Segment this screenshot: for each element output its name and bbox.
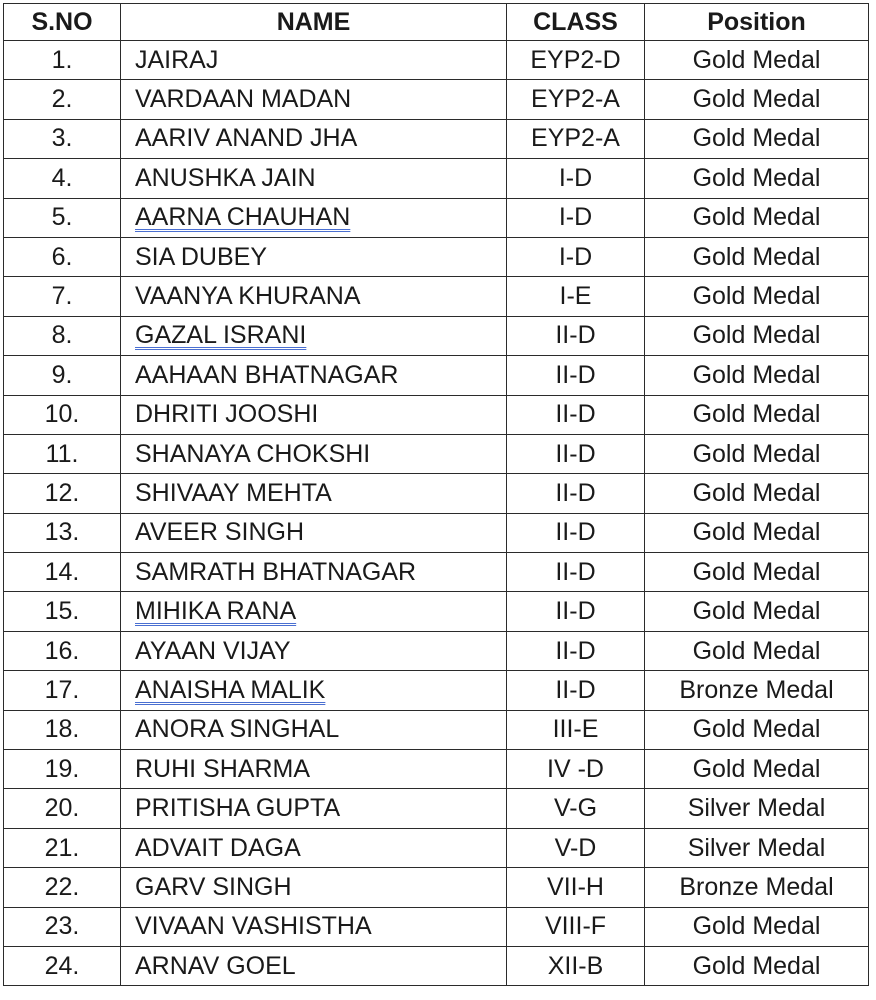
row-name-cell: AYAAN VIJAY: [121, 631, 507, 670]
row-position-cell: Gold Medal: [645, 474, 869, 513]
table-row: [4, 395, 869, 434]
table-row: [4, 710, 869, 749]
table-row: [4, 119, 869, 158]
table-row: [4, 159, 869, 198]
row-class-cell: V-D: [507, 828, 645, 867]
header-sno: S.NO: [4, 4, 121, 41]
row-sno-cell: 2.: [4, 80, 121, 119]
row-class-cell: II-D: [507, 316, 645, 355]
row-name-cell: RUHI SHARMA: [121, 750, 507, 789]
row-sno-cell: 14.: [4, 553, 121, 592]
row-sno-cell: 19.: [4, 750, 121, 789]
row-sno-cell: 10.: [4, 395, 121, 434]
row-position-cell: Gold Medal: [645, 434, 869, 473]
row-name-cell: AAHAAN BHATNAGAR: [121, 356, 507, 395]
row-sno-cell: 23.: [4, 907, 121, 946]
row-position-cell: Silver Medal: [645, 828, 869, 867]
row-sno-cell: 5.: [4, 198, 121, 237]
row-name-cell: AVEER SINGH: [121, 513, 507, 552]
row-name-cell: DHRITI JOOSHI: [121, 395, 507, 434]
table-row: [4, 789, 869, 828]
row-position-cell: Gold Medal: [645, 631, 869, 670]
row-position-cell: Gold Medal: [645, 198, 869, 237]
row-name-cell: [121, 671, 507, 710]
row-name-cell: [121, 316, 507, 355]
row-position-cell: Gold Medal: [645, 41, 869, 80]
results-table: [3, 3, 869, 986]
table-row: [4, 41, 869, 80]
row-class-cell: VII-H: [507, 868, 645, 907]
row-class-cell: I-E: [507, 277, 645, 316]
row-name-cell: JAIRAJ: [121, 41, 507, 80]
row-class-cell: V-G: [507, 789, 645, 828]
row-class-cell: III-E: [507, 710, 645, 749]
underlined-name-text: AARNA CHAUHAN: [135, 203, 351, 232]
table-row: [4, 828, 869, 867]
row-name-cell: SIA DUBEY: [121, 237, 507, 276]
table-row: [4, 553, 869, 592]
row-class-cell: II-D: [507, 631, 645, 670]
row-sno-cell: 11.: [4, 434, 121, 473]
header-class: CLASS: [507, 4, 645, 41]
row-name-cell: SHIVAAY MEHTA: [121, 474, 507, 513]
header-name: NAME: [121, 4, 507, 41]
results-table-container: [3, 3, 869, 986]
row-sno-cell: 18.: [4, 710, 121, 749]
table-row: [4, 907, 869, 946]
row-position-cell: Gold Medal: [645, 395, 869, 434]
table-row: [4, 513, 869, 552]
row-sno-cell: 22.: [4, 868, 121, 907]
row-class-cell: II-D: [507, 553, 645, 592]
row-name-cell: [121, 592, 507, 631]
row-name-cell: SAMRATH BHATNAGAR: [121, 553, 507, 592]
row-position-cell: Gold Medal: [645, 946, 869, 985]
row-name-cell: VARDAAN MADAN: [121, 80, 507, 119]
row-class-cell: II-D: [507, 671, 645, 710]
row-sno-cell: 7.: [4, 277, 121, 316]
row-position-cell: Gold Medal: [645, 356, 869, 395]
underlined-name-text: MIHIKA RANA: [135, 597, 297, 626]
row-class-cell: II-D: [507, 434, 645, 473]
table-body: [4, 41, 869, 986]
row-name-cell: ARNAV GOEL: [121, 946, 507, 985]
row-class-cell: IV -D: [507, 750, 645, 789]
table-row: [4, 631, 869, 670]
row-position-cell: Gold Medal: [645, 316, 869, 355]
row-position-cell: Gold Medal: [645, 119, 869, 158]
row-name-cell: ANUSHKA JAIN: [121, 159, 507, 198]
row-class-cell: II-D: [507, 474, 645, 513]
table-row: [4, 868, 869, 907]
row-sno-cell: 9.: [4, 356, 121, 395]
table-row: [4, 356, 869, 395]
row-name-cell: SHANAYA CHOKSHI: [121, 434, 507, 473]
table-row: [4, 198, 869, 237]
row-position-cell: Bronze Medal: [645, 671, 869, 710]
row-sno-cell: 20.: [4, 789, 121, 828]
row-sno-cell: 15.: [4, 592, 121, 631]
row-sno-cell: 8.: [4, 316, 121, 355]
underlined-name-text: ANAISHA MALIK: [135, 675, 326, 704]
row-class-cell: EYP2-D: [507, 41, 645, 80]
row-position-cell: Gold Medal: [645, 237, 869, 276]
table-row: [4, 750, 869, 789]
row-position-cell: Gold Medal: [645, 710, 869, 749]
row-class-cell: XII-B: [507, 946, 645, 985]
row-position-cell: Gold Medal: [645, 159, 869, 198]
table-row: [4, 316, 869, 355]
row-sno-cell: 6.: [4, 237, 121, 276]
row-class-cell: II-D: [507, 513, 645, 552]
table-row: [4, 671, 869, 710]
header-row: [4, 4, 869, 41]
row-name-cell: VAANYA KHURANA: [121, 277, 507, 316]
row-sno-cell: 24.: [4, 946, 121, 985]
table-row: [4, 237, 869, 276]
row-sno-cell: 1.: [4, 41, 121, 80]
table-row: [4, 80, 869, 119]
row-sno-cell: 13.: [4, 513, 121, 552]
table-row: [4, 277, 869, 316]
row-sno-cell: 4.: [4, 159, 121, 198]
row-sno-cell: 16.: [4, 631, 121, 670]
row-position-cell: Bronze Medal: [645, 868, 869, 907]
row-class-cell: EYP2-A: [507, 80, 645, 119]
row-position-cell: Gold Medal: [645, 277, 869, 316]
row-position-cell: Gold Medal: [645, 750, 869, 789]
table-row: [4, 592, 869, 631]
row-name-cell: AARIV ANAND JHA: [121, 119, 507, 158]
row-name-cell: [121, 198, 507, 237]
row-name-cell: ANORA SINGHAL: [121, 710, 507, 749]
row-class-cell: I-D: [507, 237, 645, 276]
row-sno-cell: 12.: [4, 474, 121, 513]
table-row: [4, 434, 869, 473]
table-row: [4, 946, 869, 985]
row-class-cell: I-D: [507, 198, 645, 237]
table-row: [4, 474, 869, 513]
row-position-cell: Silver Medal: [645, 789, 869, 828]
header-position: Position: [645, 4, 869, 41]
row-sno-cell: 21.: [4, 828, 121, 867]
row-position-cell: Gold Medal: [645, 513, 869, 552]
row-sno-cell: 17.: [4, 671, 121, 710]
row-class-cell: I-D: [507, 159, 645, 198]
row-class-cell: II-D: [507, 592, 645, 631]
row-position-cell: Gold Medal: [645, 907, 869, 946]
row-name-cell: ADVAIT DAGA: [121, 828, 507, 867]
row-name-cell: GARV SINGH: [121, 868, 507, 907]
row-position-cell: Gold Medal: [645, 553, 869, 592]
row-position-cell: Gold Medal: [645, 592, 869, 631]
row-class-cell: VIII-F: [507, 907, 645, 946]
row-class-cell: EYP2-A: [507, 119, 645, 158]
row-position-cell: Gold Medal: [645, 80, 869, 119]
row-name-cell: PRITISHA GUPTA: [121, 789, 507, 828]
row-class-cell: II-D: [507, 395, 645, 434]
row-sno-cell: 3.: [4, 119, 121, 158]
row-class-cell: II-D: [507, 356, 645, 395]
underlined-name-text: GAZAL ISRANI: [135, 321, 307, 350]
row-name-cell: VIVAAN VASHISTHA: [121, 907, 507, 946]
